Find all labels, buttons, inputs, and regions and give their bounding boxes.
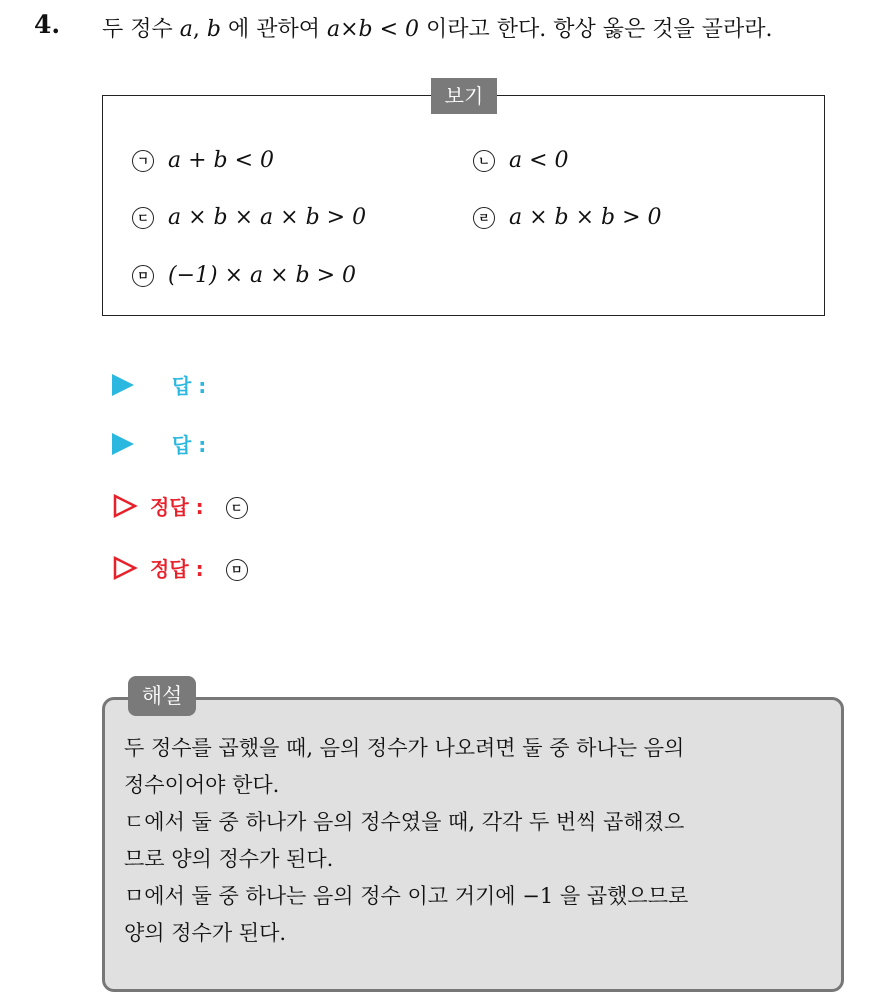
option-3	[132, 205, 366, 230]
option-expr: a × b × b > 0	[509, 205, 662, 230]
var-b: b	[206, 17, 221, 42]
correct-answer-row-2	[112, 553, 248, 582]
option-marker: ㄹ	[473, 207, 495, 229]
explanation-line: 두 정수를 곱했을 때, 음의 정수가 나오려면 둘 중 하나는 음의	[124, 736, 685, 760]
answer-marker: ㄷ	[226, 497, 248, 519]
option-2	[473, 148, 569, 173]
correct-value	[226, 555, 248, 581]
outline-triangle-icon	[112, 555, 138, 581]
option-5	[132, 263, 356, 288]
bogi-label: 보기	[431, 78, 497, 114]
correct-value	[226, 493, 248, 519]
outline-triangle-icon	[112, 493, 138, 519]
question-text	[102, 12, 773, 43]
explanation-line: 양의 정수가 된다.	[124, 921, 287, 945]
condition-expr: a×b < 0	[326, 17, 420, 42]
explanation-line: ㄷ에서 둘 중 하나가 음의 정수였을 때, 각각 두 번씩 곱해졌으	[124, 810, 685, 834]
answer-label: 답 :	[172, 374, 207, 398]
option-expr: (−1) × a × b > 0	[168, 263, 357, 288]
var-a: a	[179, 17, 193, 42]
answer-label: 답 :	[172, 433, 207, 457]
question-number: 4.	[34, 10, 61, 39]
answer-blank-row-1	[112, 370, 206, 399]
correct-answer-row-1	[112, 491, 248, 520]
explanation-line: ㅁ에서 둘 중 하나는 음의 정수 이고 거기에 −1 을 곱했으므로	[124, 884, 689, 908]
option-expr: a + b < 0	[168, 148, 275, 173]
answer-blank-row-2	[112, 429, 206, 458]
question-text-part3: 이라고 한다. 항상 옳은 것을 골라라.	[419, 17, 773, 42]
play-triangle-icon	[112, 433, 134, 455]
correct-label: 정답 :	[150, 557, 204, 581]
option-expr: a < 0	[509, 148, 569, 173]
explanation-label: 해설	[128, 676, 196, 716]
option-1	[132, 148, 274, 173]
option-expr: a × b × a × b > 0	[168, 205, 367, 230]
explanation-text	[124, 730, 836, 952]
option-marker: ㄷ	[132, 207, 154, 229]
play-triangle-icon	[112, 374, 134, 396]
explanation-line: 므로 양의 정수가 된다.	[124, 847, 334, 871]
comma: ,	[192, 17, 207, 42]
explanation-line: 정수이어야 한다.	[124, 773, 280, 797]
option-marker: ㄱ	[132, 150, 154, 172]
option-marker: ㅁ	[132, 265, 154, 287]
answer-marker: ㅁ	[226, 559, 248, 581]
correct-label: 정답 :	[150, 495, 204, 519]
question-text-part1: 두 정수	[102, 17, 180, 42]
option-marker: ㄴ	[473, 150, 495, 172]
question-text-part2: 에 관하여	[220, 17, 327, 42]
option-4	[473, 205, 662, 230]
